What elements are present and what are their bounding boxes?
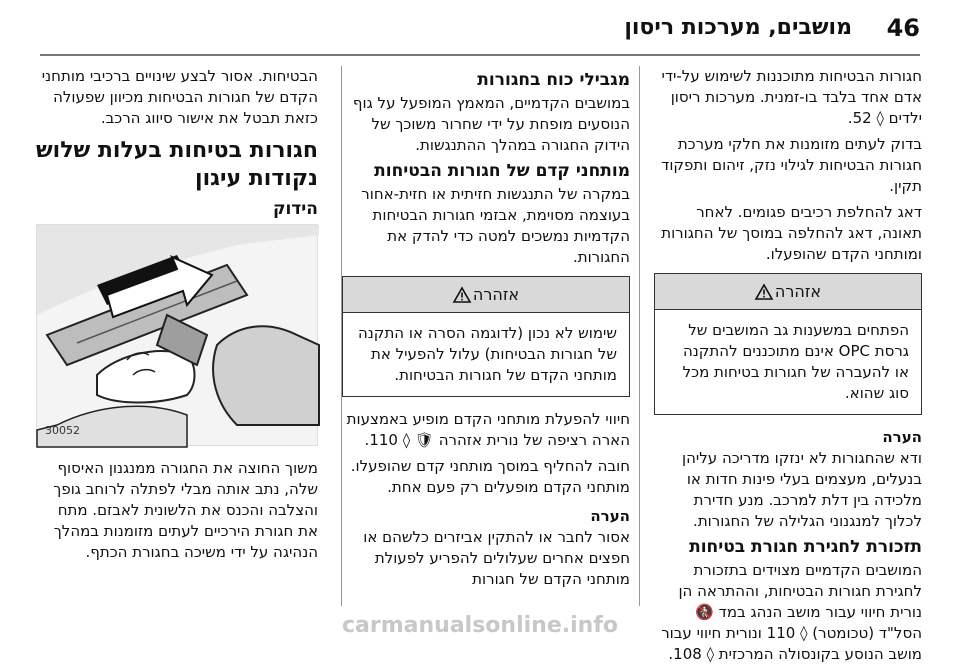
note-label: הערה [882, 428, 922, 446]
heading-fasten: הידוק [272, 199, 318, 219]
heading-reminder: תזכורת לחגירת חגורת בטיחות [689, 537, 922, 557]
note-label: הערה [590, 507, 630, 525]
note-text: ודא שהחגורות לא ינזקו מדריכה עליהן בנעלים, מעצמים בעלי פינות חדות או מלכידה בין דלת למרכב. מנע חדירת לכלוך למנגנוני הגלילה של החגורות. [682, 449, 922, 530]
paragraph-replace: דאג להחלפת רכיבים פגומים. לאחר תאונה, דאג להחלפה במוסך של החגורות ומותחני הקדם שהופעלו. [661, 203, 922, 263]
warning-triangle-icon [755, 284, 773, 300]
note-text: אסור לחבר או להתקין אביזרים כלשהם או חפצים אחרים שעלולים להפריע לפעולת מותחני הקדם של חגורות [363, 528, 630, 588]
paragraph-continued: הבטיחות. אסור לבצע שינויים ברכיבי מותחני הקדם של חגורות הבטיחות מכיוון שפעולה כזאת תבטל את אישור סיווג הרכב. [41, 67, 318, 127]
paragraph-single-user: חגורות הבטיחות מתוכננות לשימוש על-ידי אדם אחד בלבד בו-זמנית. מערכות ריסון ילדים ◊ 52. [661, 67, 922, 127]
warning-triangle-icon [453, 287, 471, 303]
warning-header [343, 277, 629, 313]
warning-text: הפתחים במשענות גב המושבים של גרסת OPC אינם מתוכננים להתקנה או להעברה של חגורות בטיחות מכל סוג שהוא. [682, 321, 909, 402]
column-left [36, 66, 318, 568]
seatbelt-figure [36, 224, 318, 446]
warning-box-opc [654, 273, 922, 415]
paragraph-pretensioner: במקרה של התנגשות חזיתית או חזית-אחור בעוצמה מסוימת, אבזמי חגורות הבטיחות הקדמיות נמשכים למטה כדי להדק את החגורות. [361, 185, 630, 266]
paragraph-inspect: בדוק לעתים מזומנות את חלקי מערכת חגורות הבטיחות לגילוי נזק, זיהום ותפקוד תקין. [661, 135, 922, 195]
warning-box-pretensioner [342, 276, 630, 397]
paragraph-fasten: משוך החוצה את החגורה ממנגנון האיסוף שלה, נתב אותה מבלי לפתלה לרוחב גופך והצלבה והכנס את הלשונית לאבזם. מתח את חגורת הירכיים לעתים מזומנות במהלך הנהיגה על ידי משיכה בחגורת הכתף. [53, 459, 318, 561]
warning-text: שימוש לא נכון (לדוגמה הסרה או התקנה של חגורות הבטיחות) עלול להפעיל את מותחני הקדם של חגורות הבטיחות. [358, 324, 617, 384]
header-rule [40, 54, 920, 56]
paragraph-force-limiter: במושבים הקדמיים, המאמץ המופעל על גוף הנוסעים מופחת על ידי שחרור משוכך של הידוק החגורה במהלך ההתנגשות. [352, 94, 630, 154]
paragraph-reminder: המושבים הקדמיים מצוידים בתזכורת לחגירת חגורות הבטיחות, וההתראה הן נורית חיווי עבור מושב הנהג במד 🚷 הסל"ד (טכומטר) ◊ 110 ונורית חיווי עבור מושב הנוסע בקונסולה המרכזית ◊ 108. [661, 561, 922, 663]
heading-pretensioner: מותחני קדם של חגורות הבטיחות [374, 161, 630, 181]
figure-code: 30052 [45, 424, 80, 437]
heading-three-point-belts: חגורות בטיחות בעלות שלוש נקודות עיגון [35, 138, 318, 191]
column-divider [639, 66, 640, 606]
page-number: 46 [886, 14, 920, 42]
seatbelt-illustration [37, 225, 319, 447]
paragraph-replace-pretensioner: חובה להחליף במוסך מותחני קדם שהופעלו. מותחני הקדם מופעלים רק פעם אחת. [350, 457, 630, 496]
warning-label: אזהרה [774, 282, 822, 301]
page-title: מושבים, מערכות ריסון [624, 15, 852, 40]
paragraph-indicator: חיווי להפעלת מותחני הקדם מופיע באמצעות הארה רציפה של נורית אזהרה 🛡 ◊ 110. [346, 410, 630, 449]
warning-label: אזהרה [472, 285, 520, 304]
page-header [0, 0, 960, 58]
watermark: carmanualsonline.info [342, 613, 618, 638]
column-middle [342, 66, 630, 595]
warning-header [655, 274, 921, 310]
column-right [654, 66, 922, 670]
heading-force-limiter: מגבילי כוח בחגורות [477, 70, 630, 90]
